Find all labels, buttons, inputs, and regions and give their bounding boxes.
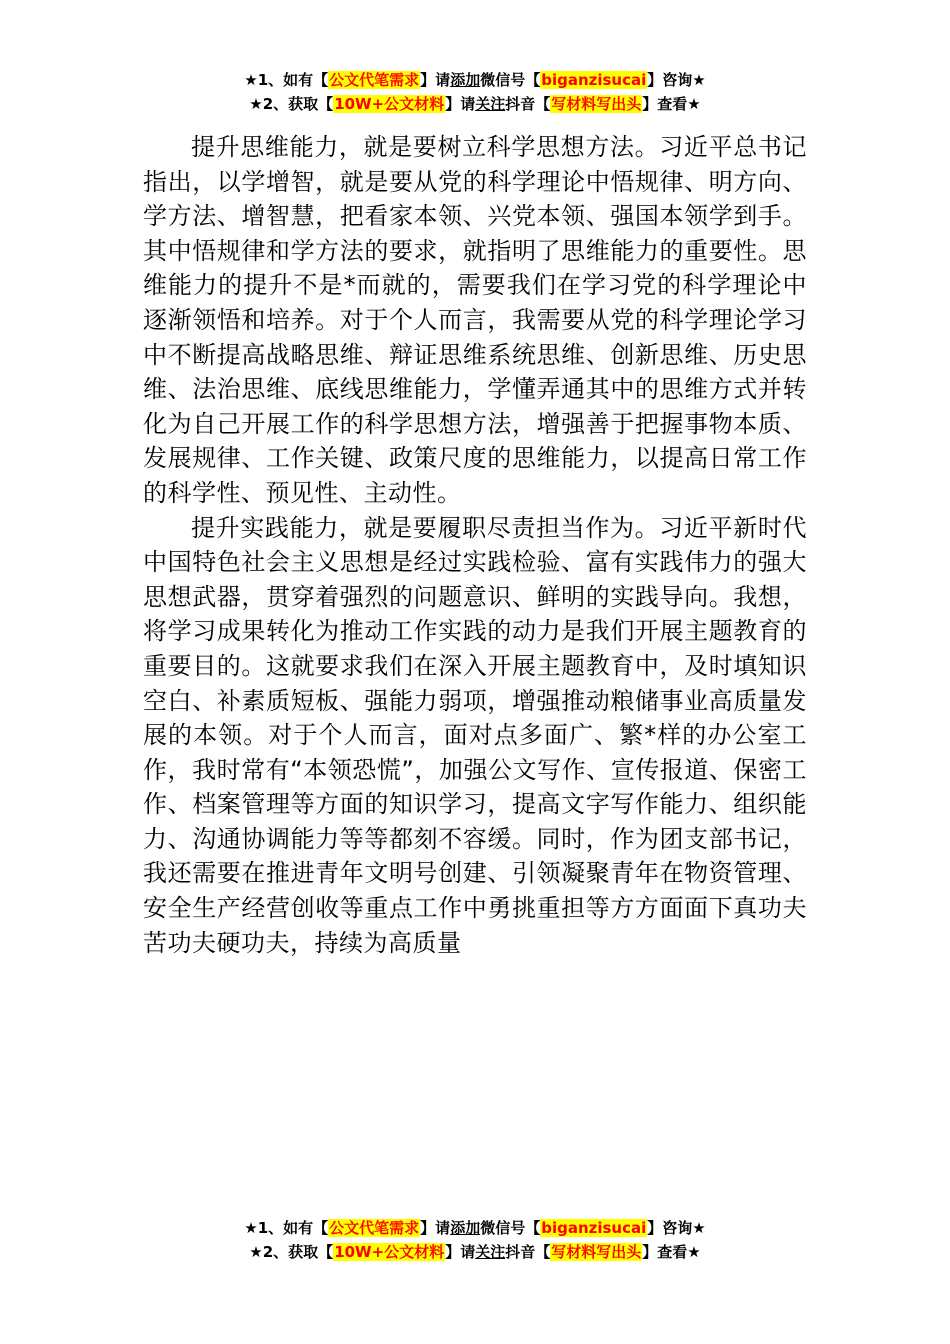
banner-line-2	[0, 1240, 950, 1264]
highlight-douyin-account: 写材料写出头	[551, 1243, 642, 1261]
paragraph-thinking-ability: 提升思维能力，就是要树立科学思想方法。习近平总书记指出，以学增智，就是要从党的科学理论中悟规律、明方向、学方法、增智慧，把看家本领、兴党本领、强国本领学到手。其中悟规律和学方法的要求，就指明了思维能力的重要性。思维能力的提升不是*而就的，需要我们在学习党的科学理论中逐渐领悟和培养。对于个人而言，我需要从党的科学理论学习中不断提高战略思维、辩证思维系统思维、创新思维、历史思维、法治思维、底线思维能力，学懂弄通其中的思维方式并转化为自己开展工作的科学思想方法，增强善于把握事物本质、发展规律、工作关键、政策尺度的思维能力，以提高日常工作的科学性、预见性、主动性。	[143, 133, 807, 507]
banner-text: ★2、获取【	[249, 95, 334, 113]
banner-text: 】查看★	[642, 1243, 701, 1261]
banner-text: ★1、如有【	[244, 1219, 329, 1237]
banner-text: 】请	[445, 95, 476, 113]
highlight-materials: 10W+公文材料	[334, 95, 445, 113]
banner-text: ★1、如有【	[244, 71, 329, 89]
banner-text: 】请	[420, 71, 451, 89]
highlight-wechat-id: biganzisucai	[541, 71, 647, 89]
banner-text: 抖音【	[505, 1243, 551, 1261]
underlined-text: 关注	[475, 1243, 506, 1261]
underlined-text: 关注	[475, 95, 506, 113]
highlight-materials: 10W+公文材料	[334, 1243, 445, 1261]
banner-text: 】咨询★	[647, 71, 706, 89]
document-body	[143, 130, 807, 960]
banner-text: 微信号【	[480, 71, 541, 89]
banner-text: 抖音【	[505, 95, 551, 113]
footer-banner	[0, 1216, 950, 1264]
banner-text: ★2、获取【	[249, 1243, 334, 1261]
banner-text: 微信号【	[480, 1219, 541, 1237]
banner-text: 】查看★	[642, 95, 701, 113]
banner-line-1	[0, 1216, 950, 1240]
banner-line-2	[0, 92, 950, 116]
banner-line-1	[0, 68, 950, 92]
banner-text: 】请	[445, 1243, 476, 1261]
highlight-service: 公文代笔需求	[329, 71, 420, 89]
underlined-text: 添加	[450, 1219, 481, 1237]
highlight-douyin-account: 写材料写出头	[551, 95, 642, 113]
highlight-wechat-id: biganzisucai	[541, 1219, 647, 1237]
underlined-text: 添加	[450, 71, 481, 89]
banner-text: 】咨询★	[647, 1219, 706, 1237]
highlight-service: 公文代笔需求	[329, 1219, 420, 1237]
paragraph-practice-ability: 提升实践能力，就是要履职尽责担当作为。习近平新时代中国特色社会主义思想是经过实践检验、富有实践伟力的强大思想武器，贯穿着强烈的问题意识、鲜明的实践导向。我想，将学习成果转化为推动工作实践的动力是我们开展主题教育的重要目的。这就要求我们在深入开展主题教育中，及时填知识空白、补素质短板、强能力弱项，增强推动粮储事业高质量发展的本领。对于个人而言，面对点多面广、繁*样的办公室工作，我时常有“本领恐慌”，加强公文写作、宣传报道、保密工作、档案管理等方面的知识学习，提高文字写作能力、组织能力、沟通协调能力等等都刻不容缓。同时，作为团支部书记，我还需要在推进青年文明号创建、引领凝聚青年在物资管理、安全生产经营创收等重点工作中勇挑重担等方方面面下真功夫苦功夫硬功夫，持续为高质量	[143, 513, 807, 957]
banner-text: 】请	[420, 1219, 451, 1237]
header-banner	[0, 68, 950, 116]
